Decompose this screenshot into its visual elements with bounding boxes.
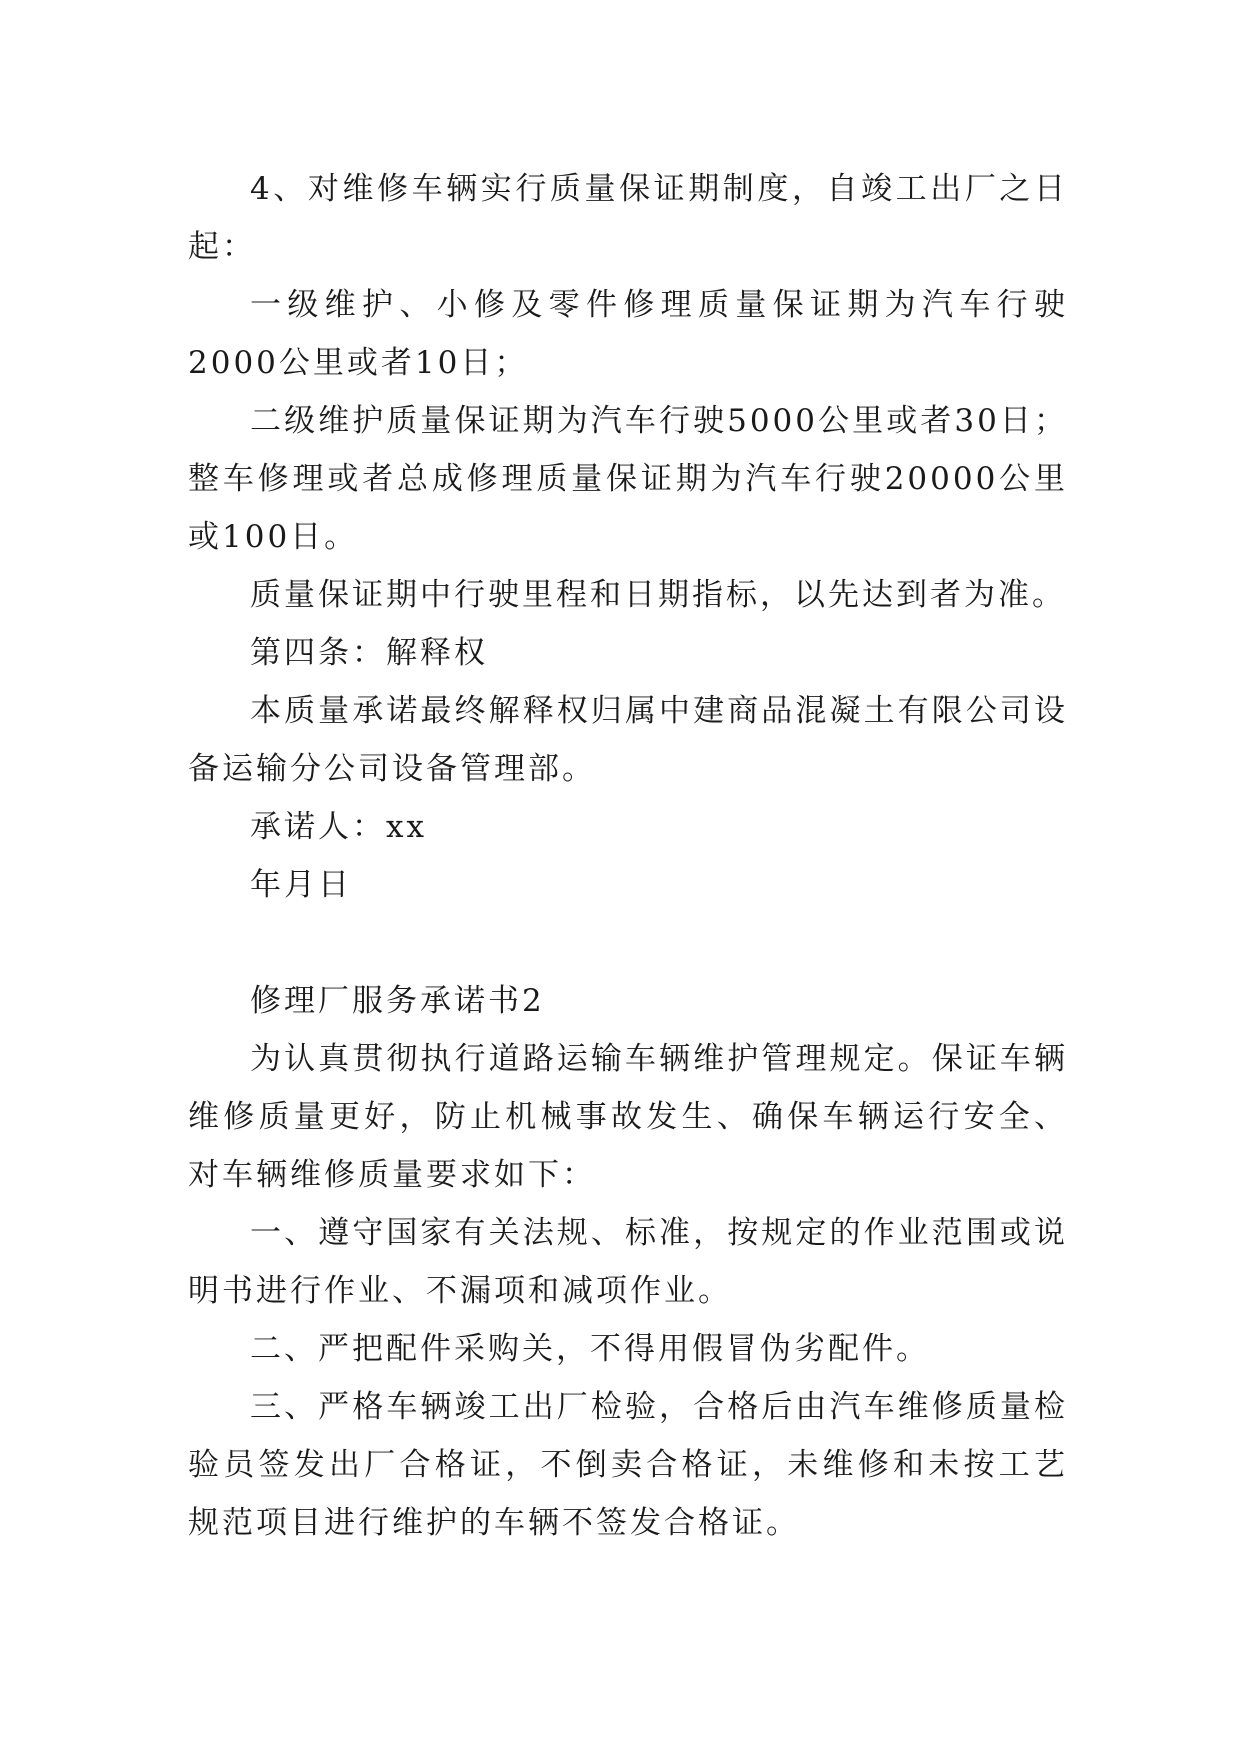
paragraph-warranty-level1: 一级维护、小修及零件修理质量保证期为汽车行驶2000公里或者10日； [188, 287, 1068, 381]
article-four-heading: 第四条：解释权 [250, 635, 488, 671]
document-body [188, 160, 1068, 1552]
paragraph-interpretation: 本质量承诺最终解释权归属中建商品混凝土有限公司设备运输分公司设备管理部。 [188, 693, 1068, 787]
section-title: 修理厂服务承诺书2 [250, 983, 545, 1019]
paragraph-item-two: 二、严把配件采购关，不得用假冒伪劣配件。 [250, 1331, 930, 1367]
paragraph-warranty-rule: 质量保证期中行驶里程和日期指标，以先达到者为准。 [250, 577, 1066, 613]
paragraph-warranty-intro: 4、对维修车辆实行质量保证期制度，自竣工出厂之日起： [188, 171, 1068, 265]
paragraph-warranty-level2: 二级维护质量保证期为汽车行驶5000公里或者30日；整车修理或者总成修理质量保证期为汽车行驶20000公里或100日。 [188, 403, 1068, 555]
section-gap [188, 914, 1068, 972]
paragraph-item-three: 三、严格车辆竣工出厂检验，合格后由汽车维修质量检验员签发出厂合格证，不倒卖合格证，未维修和未按工艺规范项目进行维护的车辆不签发合格证。 [188, 1389, 1068, 1541]
paragraph-item-one: 一、遵守国家有关法规、标准，按规定的作业范围或说明书进行作业、不漏项和减项作业。 [188, 1215, 1068, 1309]
date-line: 年月日 [250, 867, 352, 903]
paragraph-preamble: 为认真贯彻执行道路运输车辆维护管理规定。保证车辆维修质量更好，防止机械事故发生、确保车辆运行安全、对车辆维修质量要求如下： [188, 1041, 1068, 1193]
promisor-line: 承诺人：xx [250, 809, 427, 845]
